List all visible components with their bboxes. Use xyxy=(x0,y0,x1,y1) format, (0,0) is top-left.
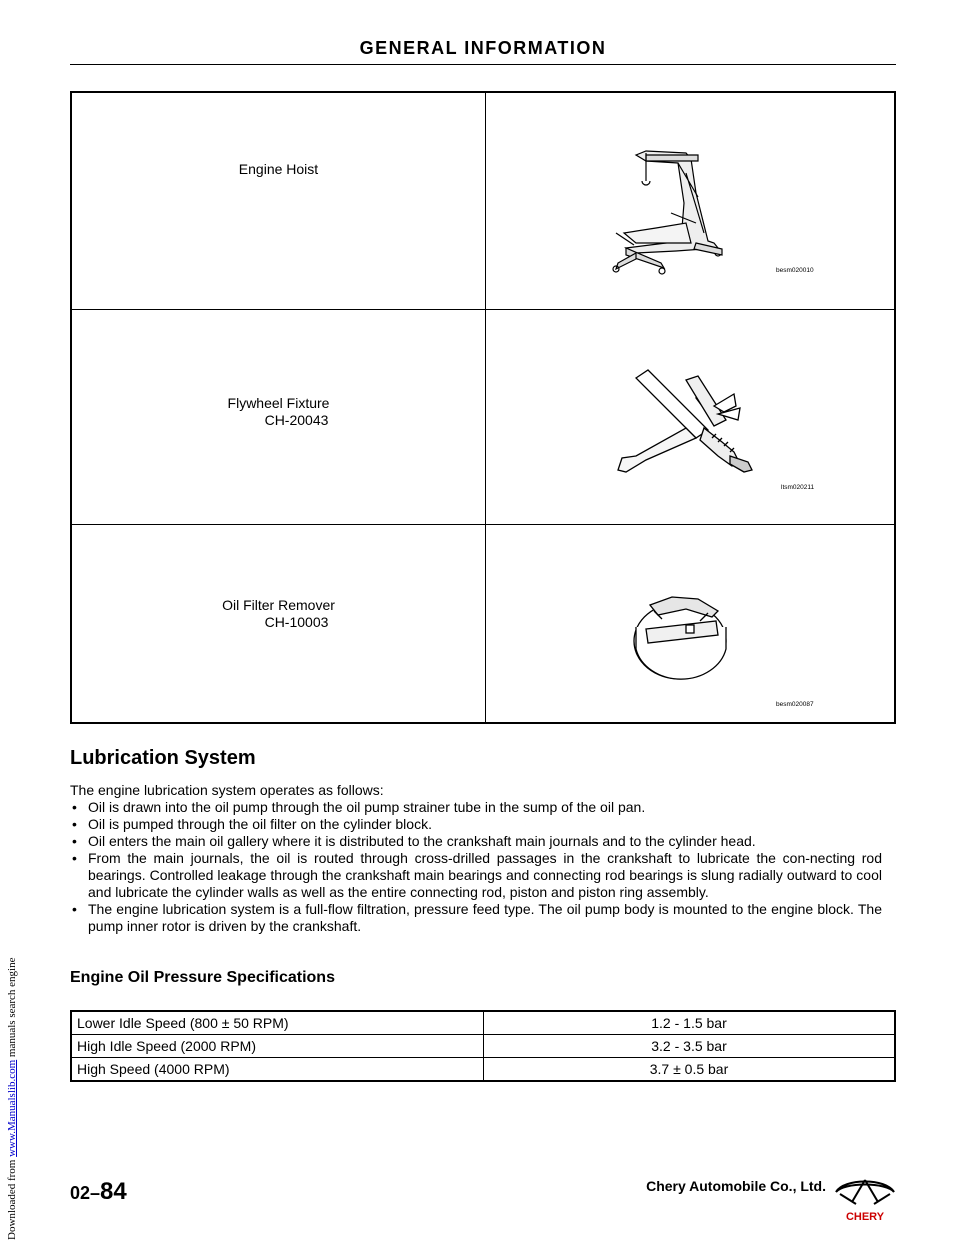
list-item-text: Oil enters the main oil gallery where it is distributed to the crankshaft main journals and to the cylinder head. xyxy=(88,833,756,849)
lubrication-intro: The engine lubrication system operates as follows: xyxy=(70,782,384,798)
tool-name: Engine Hoist xyxy=(238,161,319,177)
company-name: Chery Automobile Co., Ltd. xyxy=(646,1178,826,1194)
section-title-lubrication: Lubrication System xyxy=(70,747,256,769)
header-rule xyxy=(70,64,896,65)
tool-image-cell xyxy=(486,310,896,525)
tool-label-cell xyxy=(71,525,486,724)
bullet-symbol: • xyxy=(72,901,77,917)
list-item xyxy=(70,833,882,850)
spec-condition: High Speed (4000 RPM) xyxy=(71,1058,484,1082)
page-number-value: 84 xyxy=(100,1178,127,1205)
tool-image-cell xyxy=(486,92,896,310)
bullet-symbol: • xyxy=(72,833,77,849)
watermark-suffix: manuals search engine xyxy=(6,957,18,1060)
oil-filter-remover-illustration xyxy=(486,525,897,720)
image-code: besm020010 xyxy=(776,267,814,274)
download-watermark xyxy=(4,60,18,1240)
page-number xyxy=(70,1178,127,1206)
tool-label-cell xyxy=(71,310,486,525)
list-item xyxy=(70,850,882,901)
tool-row xyxy=(71,92,895,310)
list-item-text: Oil is drawn into the oil pump through the oil pump strainer tube in the sump of the oil pan. xyxy=(88,799,646,815)
spec-condition: Lower Idle Speed (800 ± 50 RPM) xyxy=(71,1011,484,1035)
list-item-text: From the main journals, the oil is routed through cross-drilled passages in the crankshaft to lubricate the con-necting rod bearings. Controlled leakage through the crankshaft main bearings and connecting rod bearings is slung radially outward to cool and lubricate the cylinder walls as well as the entire connecting rod, piston and piston ring assembly. xyxy=(88,850,882,900)
tool-name: Flywheel Fixture xyxy=(227,395,330,411)
oil-pressure-spec-table xyxy=(70,1010,896,1082)
list-item xyxy=(70,799,882,816)
tool-row xyxy=(71,525,895,724)
logo-text: CHERY xyxy=(845,1211,885,1223)
spec-value: 1.2 - 1.5 bar xyxy=(484,1011,896,1035)
special-tools-table xyxy=(70,91,896,724)
page-header-title: GENERAL INFORMATION xyxy=(359,38,607,58)
list-item-text: Oil is pumped through the oil filter on the cylinder block. xyxy=(88,816,432,832)
page-number-prefix: 02– xyxy=(70,1183,101,1203)
section-title-oil-pressure: Engine Oil Pressure Specifications xyxy=(70,969,335,986)
table-row xyxy=(71,1058,895,1082)
spec-value: 3.7 ± 0.5 bar xyxy=(484,1058,896,1082)
tool-label-cell xyxy=(71,92,486,310)
list-item xyxy=(70,816,882,833)
table-row xyxy=(71,1011,895,1035)
tool-row xyxy=(71,310,895,525)
spec-value: 3.2 - 3.5 bar xyxy=(484,1035,896,1058)
lubrication-bullet-list xyxy=(70,799,882,935)
flywheel-fixture-illustration xyxy=(486,310,897,522)
image-code: besm020087 xyxy=(776,701,814,708)
tool-code: CH-10003 xyxy=(264,613,329,630)
bullet-symbol: • xyxy=(72,816,77,832)
image-code: ltsm020211 xyxy=(781,484,815,491)
tool-image-cell xyxy=(486,525,896,724)
engine-hoist-illustration xyxy=(486,93,897,307)
tool-name: Oil Filter Remover xyxy=(222,596,335,613)
table-row xyxy=(71,1035,895,1058)
chery-logo xyxy=(832,1168,898,1228)
watermark-prefix: Downloaded from xyxy=(6,1156,18,1240)
list-item-text: The engine lubrication system is a full-flow filtration, pressure feed type. The oil pump body is mounted to the engine block. The pump inner rotor is driven by the crankshaft. xyxy=(88,901,882,934)
tool-code: CH-20043 xyxy=(264,412,329,428)
bullet-symbol: • xyxy=(72,799,77,815)
bullet-symbol: • xyxy=(72,850,77,866)
spec-condition: High Idle Speed (2000 RPM) xyxy=(71,1035,484,1058)
list-item xyxy=(70,901,882,935)
watermark-link[interactable]: www.Manualslib.com xyxy=(6,1059,18,1157)
